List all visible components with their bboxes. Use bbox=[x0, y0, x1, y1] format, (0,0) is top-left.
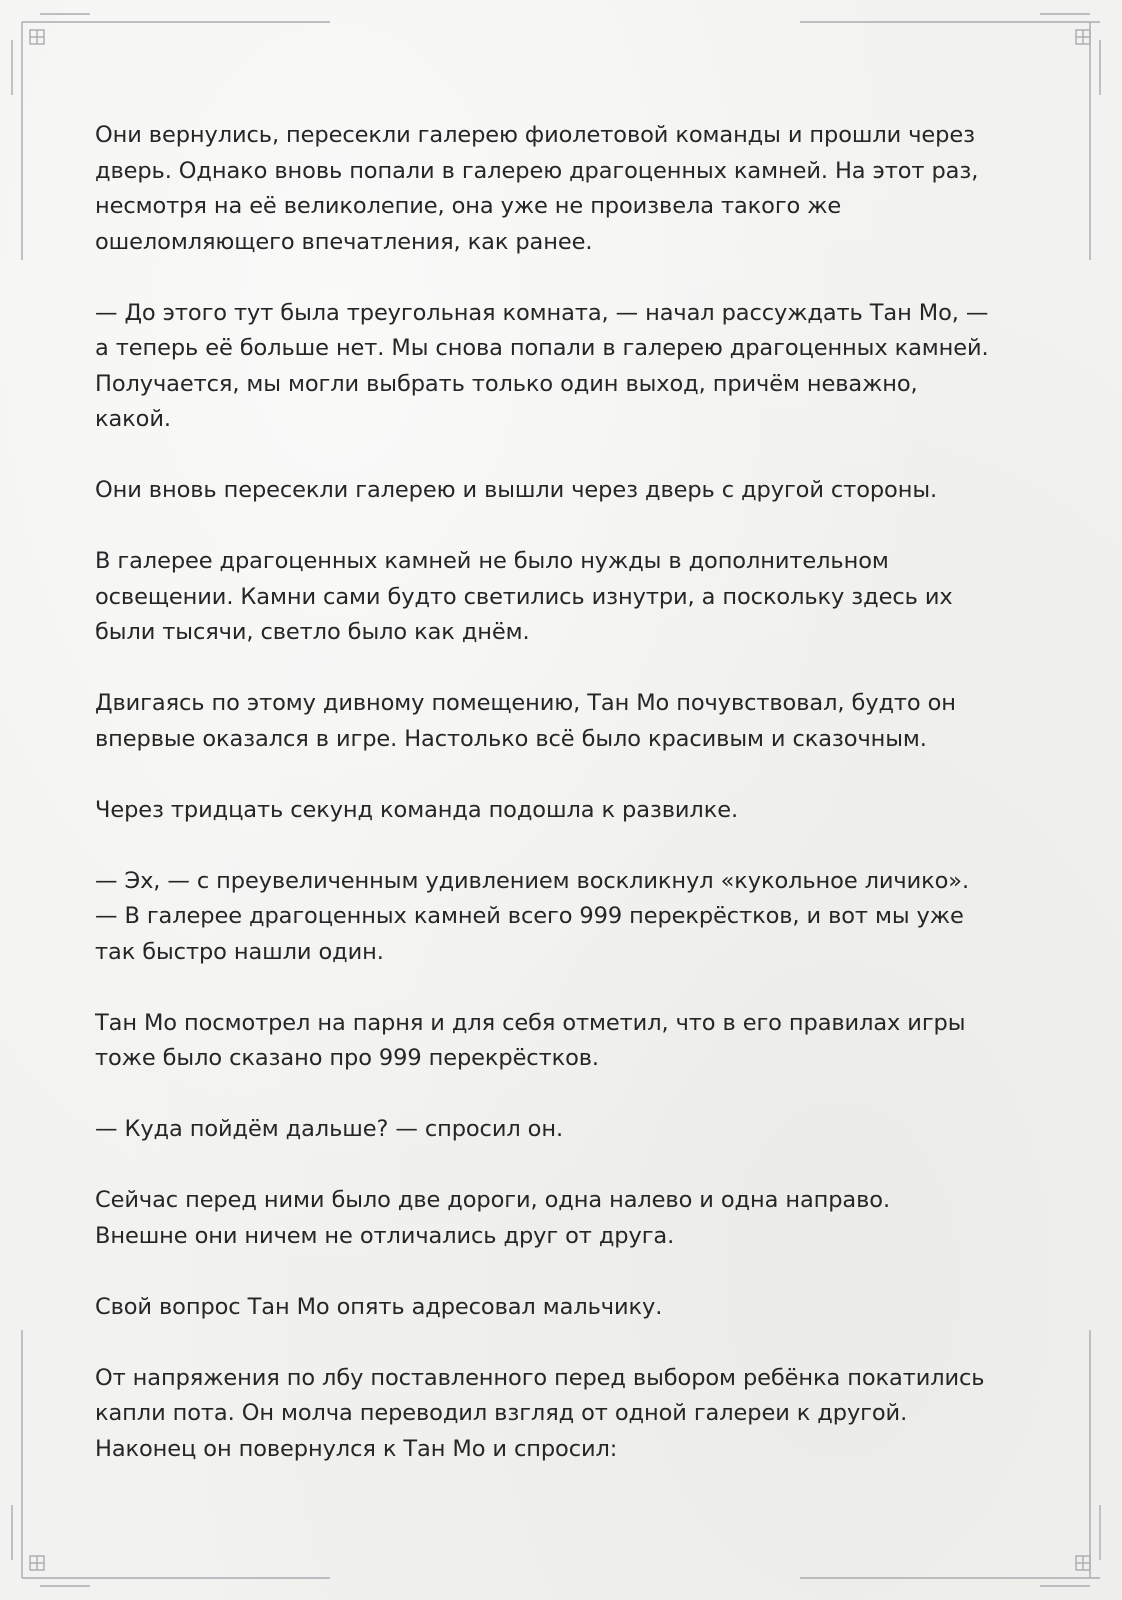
paragraph bbox=[95, 1006, 1035, 1077]
paragraph bbox=[95, 1290, 1035, 1326]
text-line: впервые оказался в игре. Настолько всё было красивым и сказочным. bbox=[95, 725, 927, 752]
text-line: Они вновь пересекли галерею и вышли через дверь с другой стороны. bbox=[95, 477, 938, 503]
text-line: Свой вопрос Тан Мо опять адресовал мальчику. bbox=[95, 1293, 663, 1320]
paragraph bbox=[95, 1361, 1035, 1468]
text-line: а теперь её больше нет. Мы снова попали в галерею драгоценных камней. bbox=[95, 335, 989, 361]
text-line: — До этого тут была треугольная комната, — начал рассуждать Тан Мо, — bbox=[95, 299, 989, 326]
paragraph bbox=[95, 473, 1035, 509]
text-line: несмотря на её великолепие, она уже не произвела такого же bbox=[95, 193, 842, 219]
paragraph bbox=[95, 686, 1035, 757]
text-line: — Эх, — с преувеличенным удивлением воскликнул «кукольное личико». bbox=[95, 867, 970, 894]
paragraph bbox=[95, 793, 1035, 829]
paragraph bbox=[95, 1112, 1035, 1148]
text-line: — Куда пойдём дальше? — спросил он. bbox=[95, 1116, 564, 1142]
paragraph bbox=[95, 296, 1035, 438]
text-line: Тан Мо посмотрел на парня и для себя отметил, что в его правилах игры bbox=[95, 1009, 966, 1036]
text-line: дверь. Однако вновь попали в галерею драгоценных камней. На этот раз, bbox=[95, 157, 979, 184]
text-line: Сейчас перед ними было две дороги, одна налево и одна направо. bbox=[95, 1187, 891, 1213]
text-line: Получается, мы могли выбрать только один выход, причём неважно, bbox=[95, 370, 918, 397]
text-line: Внешне они ничем не отличались друг от друга. bbox=[95, 1222, 675, 1249]
text-line: Они вернулись, пересекли галерею фиолетовой команды и прошли через bbox=[95, 122, 975, 148]
text-line: освещении. Камни сами будто светились изнутри, а поскольку здесь их bbox=[95, 583, 953, 610]
text-line: какой. bbox=[95, 406, 171, 432]
text-line: Двигаясь по этому дивному помещению, Тан Мо почувствовал, будто он bbox=[95, 690, 956, 716]
text-line: Наконец он повернулся к Тан Мо и спросил: bbox=[95, 1435, 618, 1462]
paragraph bbox=[95, 544, 1035, 651]
text-line: были тысячи, светло было как днём. bbox=[95, 619, 530, 645]
text-line: — В галерее драгоценных камней всего 999 перекрёстков, и вот мы уже bbox=[95, 903, 964, 929]
paragraph bbox=[95, 118, 1035, 260]
paragraph bbox=[95, 864, 1035, 971]
chapter-text bbox=[95, 118, 1035, 1503]
text-line: От напряжения по лбу поставленного перед выбором ребёнка покатились bbox=[95, 1364, 985, 1391]
text-line: капли пота. Он молча переводил взгляд от одной галереи к другой. bbox=[95, 1400, 908, 1426]
text-line: Через тридцать секунд команда подошла к развилке. bbox=[95, 796, 738, 823]
text-line: ошеломляющего впечатления, как ранее. bbox=[95, 228, 593, 255]
text-line: так быстро нашли один. bbox=[95, 938, 384, 965]
text-line: тоже было сказано про 999 перекрёстков. bbox=[95, 1045, 599, 1071]
text-line: В галерее драгоценных камней не было нужды в дополнительном bbox=[95, 548, 889, 574]
paragraph bbox=[95, 1183, 1035, 1254]
